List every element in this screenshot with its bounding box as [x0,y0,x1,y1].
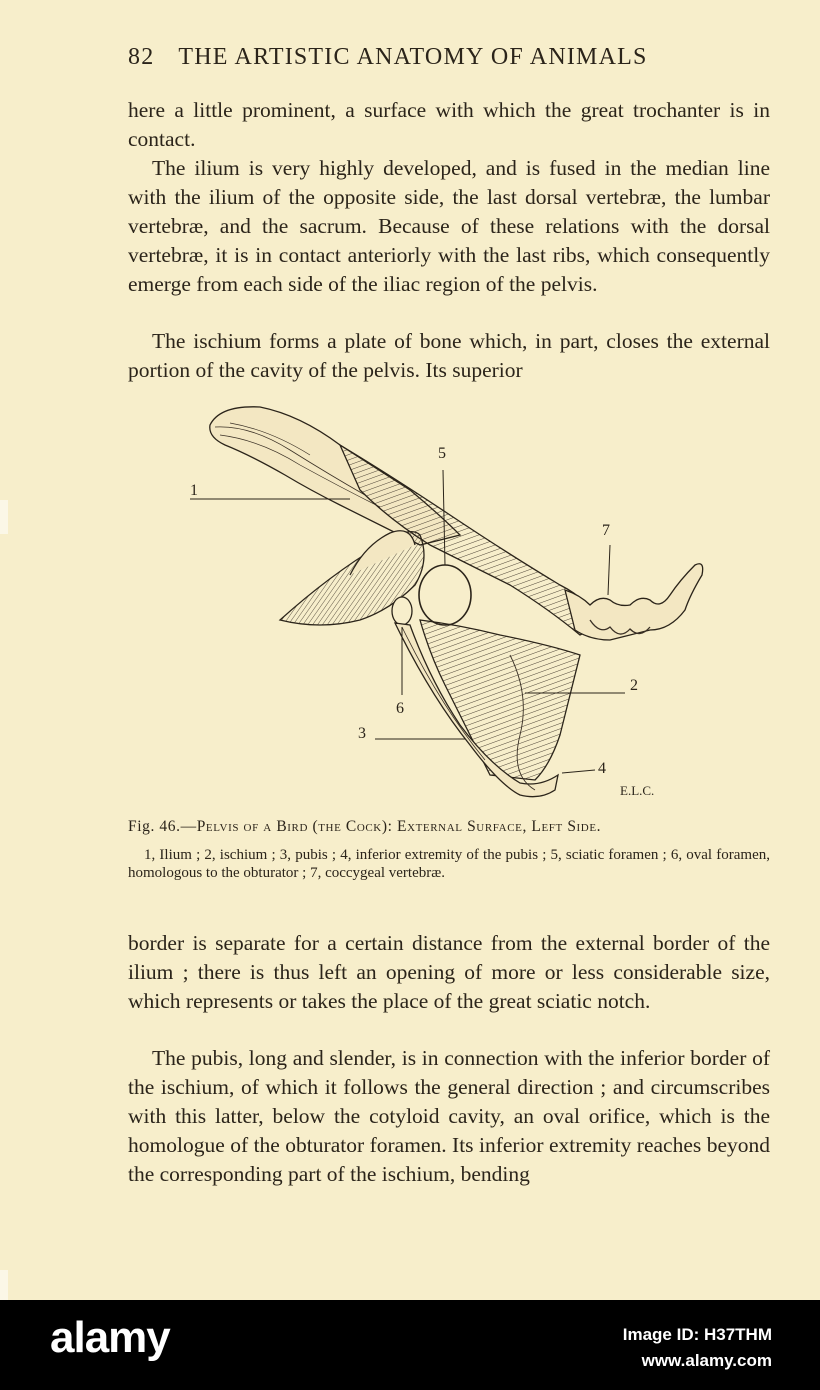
sciatic-foramen [419,565,471,625]
pelvis-illustration [190,395,720,810]
coccygeal-vertebrae [565,564,703,640]
artist-initials: E.L.C. [620,783,655,798]
image-id: Image ID: H37THM [622,1325,772,1344]
oval-foramen [392,597,412,625]
label-7: 7 [602,522,610,539]
paragraph-pubis: The pubis, long and slender, is in connection with the inferior border of the ischium, of which it follows the general direction ; and circumscribes with this latter, below the cotyloid cavity, an oval orifice, which is the homologue of the obturator foramen. Its inferior extremity reaches beyond the corresponding part of the ischium, bending [128,1046,770,1186]
image-id-block [623,1322,772,1374]
running-title: THE ARTISTIC ANATOMY OF ANIMALS [178,44,648,70]
label-5: 5 [438,445,446,462]
label-4: 4 [598,760,606,777]
figure-legend: 1, Ilium ; 2, ischium ; 3, pubis ; 4, inferior extremity of the pubis ; 5, sciatic foramen ; 6, oval foramen, homologous to the obturator ; 7, coccygeal vertebræ. [128,847,770,881]
pelvis-drawing [190,395,720,810]
label-1: 1 [190,482,198,499]
label-3: 3 [358,725,366,742]
running-header [128,44,768,71]
paragraph-ilium: The ilium is very highly developed, and is fused in the median line with the ilium of the opposite side, the last dorsal vertebræ, the lumbar vertebræ, and the sacrum. Because of these relations with the dorsal vertebræ, it is in contact anteriorly with the last ribs, which consequently emerge from each side of the iliac region of the pelvis. [128,156,770,296]
alamy-logo: alamy [50,1313,170,1362]
paragraph-ischium: The ischium forms a plate of bone which, in part, closes the external portion of the cavity of the pelvis. Its superior [128,329,770,382]
page-number: 82 [128,44,155,70]
paragraph-continued: here a little prominent, a surface with which the great trochanter is in contact. [128,98,770,151]
figure-title: —Pelvis of a Bird (the Cock): External Surface, Left Side. [180,818,602,835]
site-url: www.alamy.com [641,1351,772,1370]
label-6: 6 [396,700,404,717]
page-edge-mark [0,500,8,534]
page-edge-mark [0,1270,8,1304]
label-2: 2 [630,677,638,694]
paragraph-border: border is separate for a certain distance from the external border of the ilium ; there is thus left an opening of more or less considerable size, which represents or takes the place of the great sciatic notch. [128,931,770,1013]
figure-caption [128,818,770,836]
figure-number: Fig. 46. [128,818,181,835]
